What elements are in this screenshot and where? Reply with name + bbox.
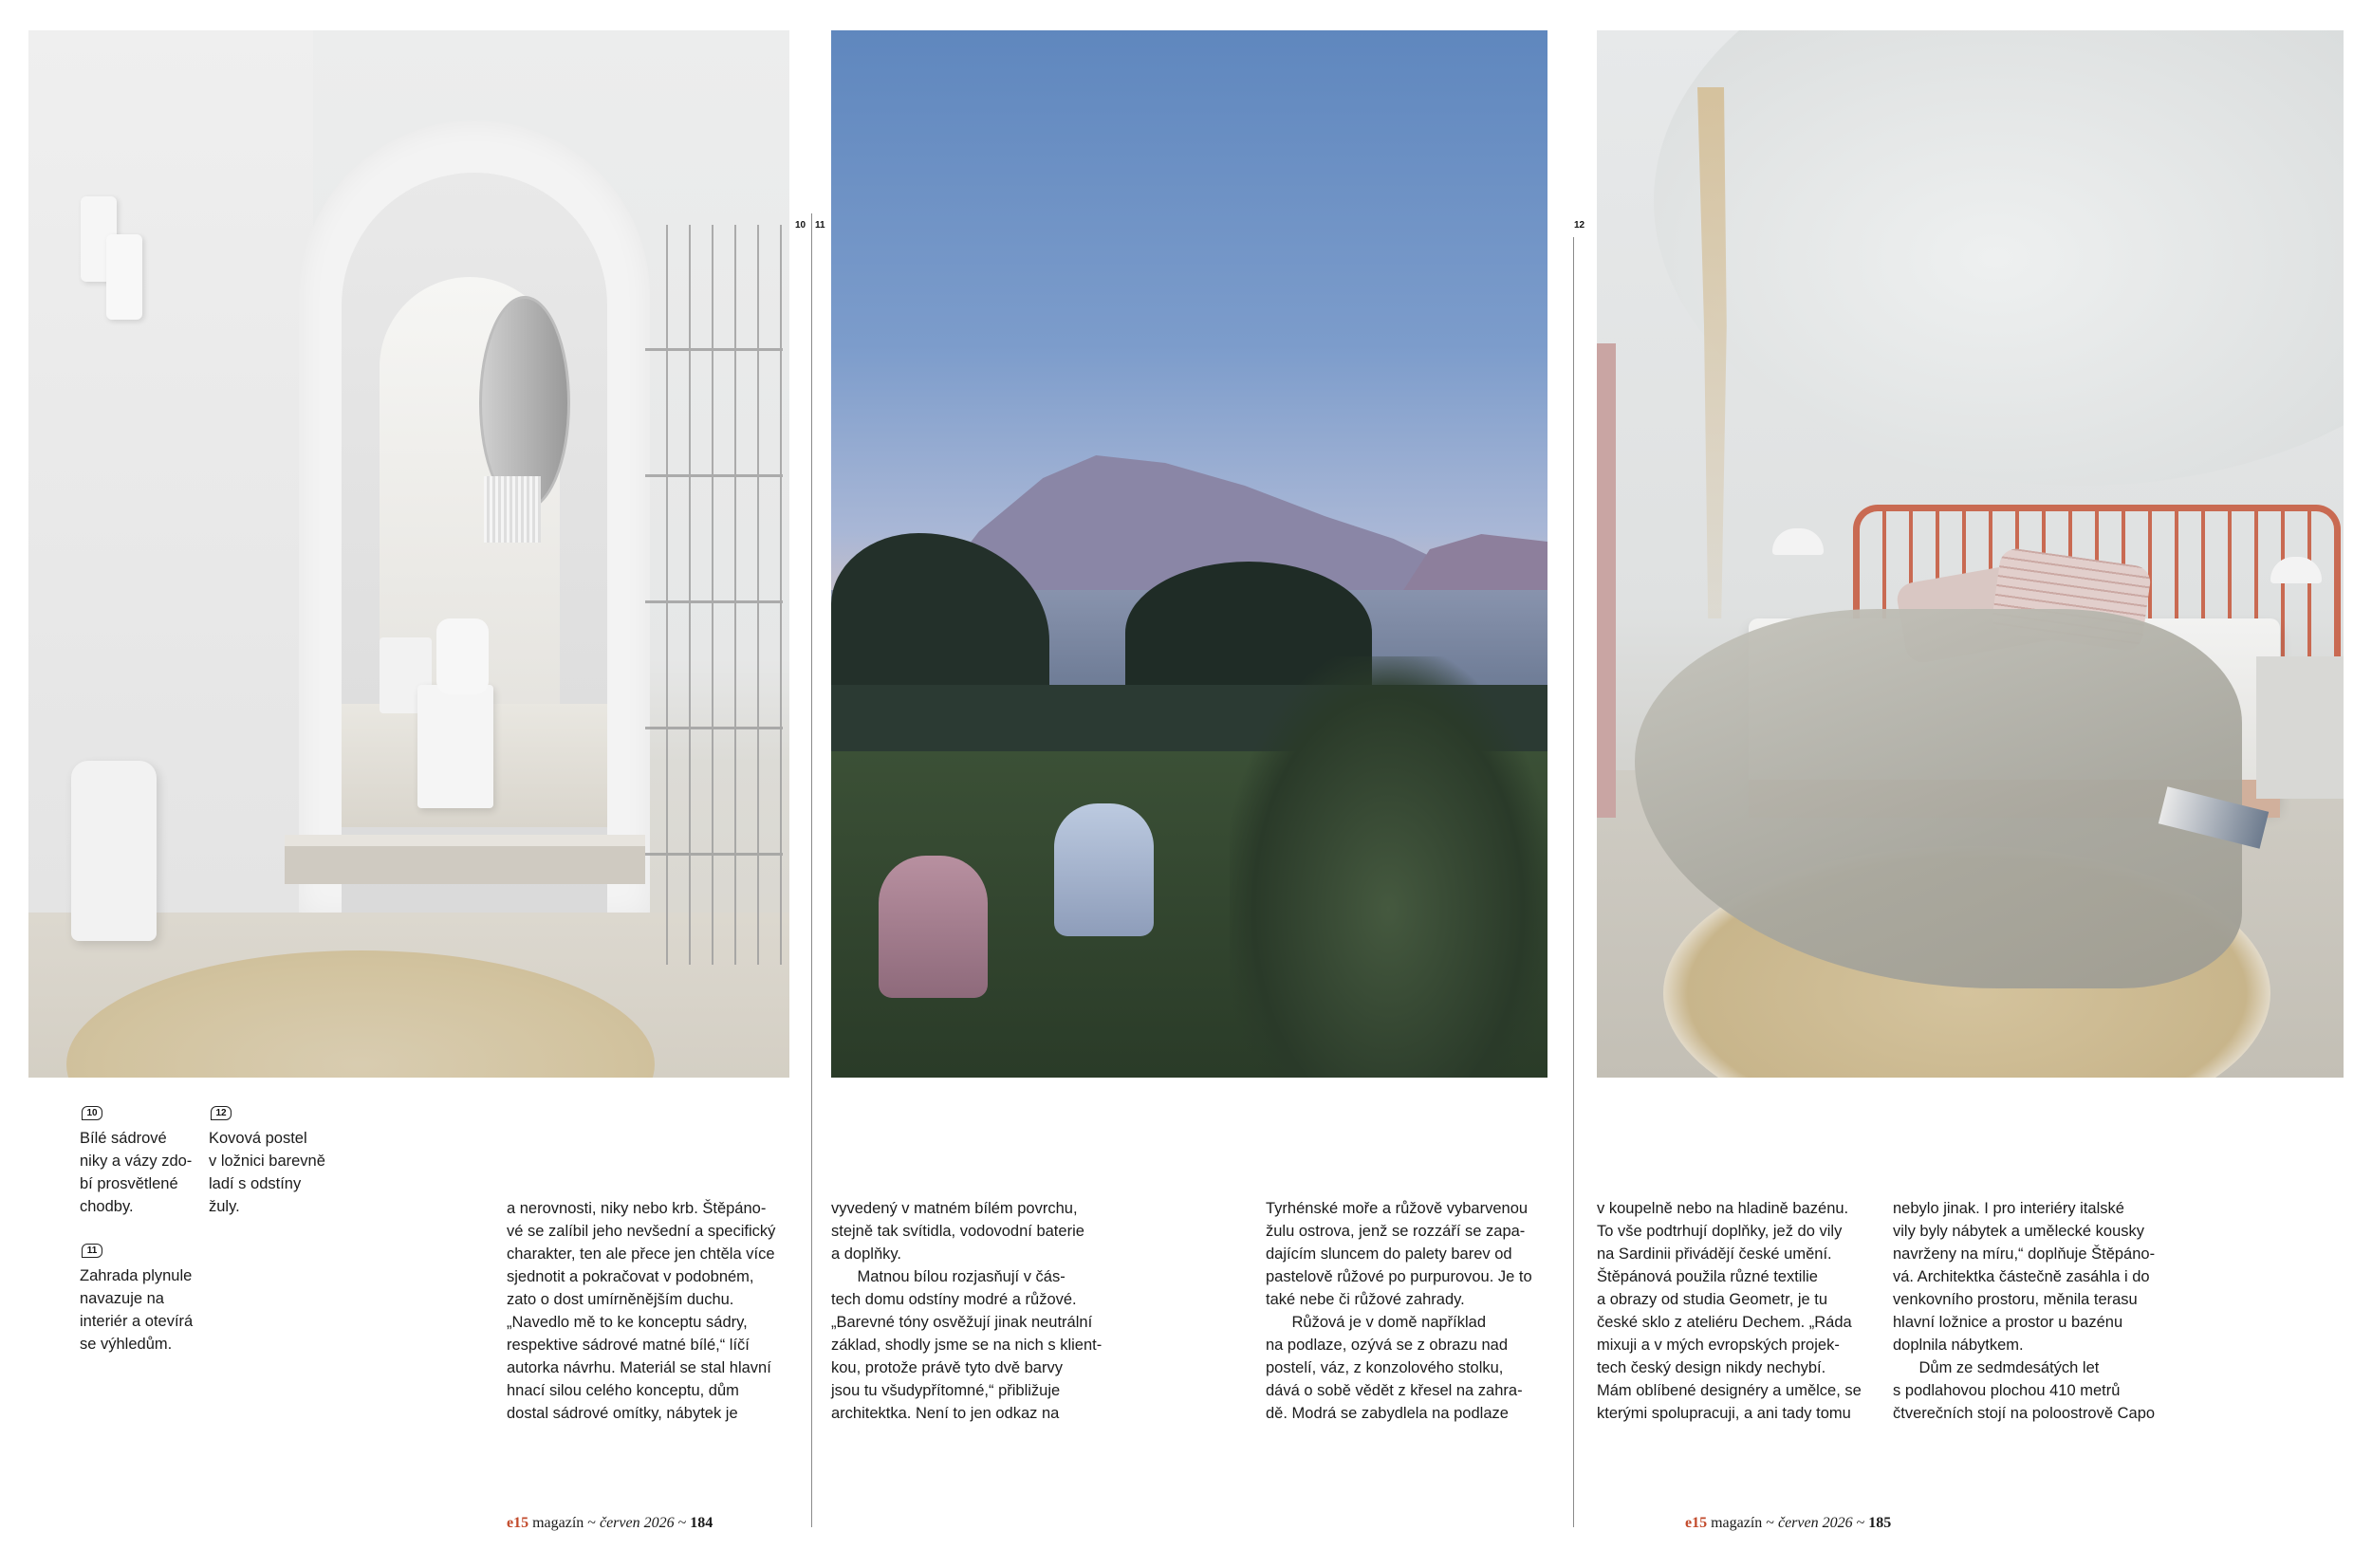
caption-badge-12: 12 <box>211 1106 232 1120</box>
body-column-4 <box>1597 1197 1881 1425</box>
body-line: postelí, váz, z konzolového stolku, <box>1266 1359 1504 1376</box>
plaster-pedestal <box>417 685 493 808</box>
body-line: čtverečních stojí na poloostrově Capo <box>1893 1405 2156 1422</box>
blue-garden-chair <box>1054 803 1154 936</box>
body-line: venkovního prostoru, měnila terasu <box>1893 1291 2138 1308</box>
body-column-2 <box>831 1197 1116 1425</box>
footer-right <box>1685 1515 1891 1532</box>
ornamental-plants <box>1230 656 1547 1078</box>
body-line: Růžová je v domě například <box>1266 1314 1487 1331</box>
metal-grid-shelf <box>645 225 783 965</box>
body-line: také nebe či růžové zahrady. <box>1266 1291 1465 1308</box>
photo-number-10: 10 <box>795 220 806 231</box>
body-line: v koupelně nebo na hladině bazénu. <box>1597 1200 1849 1217</box>
white-plaster-vase <box>71 761 157 941</box>
photo-bedroom <box>1597 30 2344 1078</box>
caption-11: Zahrada plynule navazuje na interiér a otevírá se výhledům. <box>80 1267 194 1353</box>
body-line: zato o dost umírněnějším duchu. <box>507 1291 734 1308</box>
step <box>285 846 645 884</box>
vaulted-ceiling <box>1654 30 2344 486</box>
body-line: vily byly nábytek a umělecké kousky <box>1893 1223 2145 1240</box>
body-line: charakter, ten ale přece jen chtěla více <box>507 1245 775 1263</box>
body-line: jsou tu všudypřítomné,“ přibližuje <box>831 1382 1061 1399</box>
body-line: sjednotit a pokračovat v podobném, <box>507 1268 754 1285</box>
body-line: a nerovnosti, niky nebo krb. Štěpáno- <box>507 1200 767 1217</box>
photo-garden-at-dusk <box>831 30 1547 1078</box>
body-line: žulu ostrova, jenž se rozzáří se zapa- <box>1266 1223 1526 1240</box>
body-line: dostal sádrové omítky, nábytek je <box>507 1405 738 1422</box>
wall-hanging <box>484 476 541 543</box>
body-line: nebylo jinak. I pro interiéry italské <box>1893 1200 2124 1217</box>
body-line: pastelově růžové po purpurovou. Je to <box>1266 1268 1532 1285</box>
pink-garden-chair <box>879 856 988 998</box>
body-line: vyvedený v matném bílém povrchu, <box>831 1200 1078 1217</box>
footer-issue: červen 2026 <box>599 1515 675 1531</box>
body-line: autorka návrhu. Materiál se stal hlavní <box>507 1359 771 1376</box>
body-line: Štěpánová použila různé textilie <box>1597 1268 1818 1285</box>
table-lamp <box>1772 528 1824 555</box>
caption-badge-10: 10 <box>82 1106 102 1120</box>
body-line: navrženy na míru,“ doplňuje Štěpáno- <box>1893 1245 2156 1263</box>
footer-separator: ~ <box>1852 1515 1869 1531</box>
column-rule <box>811 213 812 1527</box>
footer-magazine: magazín ~ <box>528 1515 600 1531</box>
body-line: dajícím sluncem do palety barev od <box>1266 1245 1512 1263</box>
body-line: Dům ze sedmdesátých let <box>1893 1359 2100 1376</box>
nightstand <box>2256 656 2344 799</box>
body-line: architektka. Není to jen odkaz na <box>831 1405 1060 1422</box>
body-line: a obrazy od studia Geometr, je tu <box>1597 1291 1828 1308</box>
body-line: vé se zalíbil jeho nevšední a specifický <box>507 1223 776 1240</box>
body-line: kou, protože právě tyto dvě barvy <box>831 1359 1063 1376</box>
body-column-1 <box>507 1197 791 1425</box>
pink-vase <box>1597 343 1616 818</box>
wall-sconce <box>106 234 142 320</box>
body-line: na podlaze, ozývá se z obrazu nad <box>1266 1337 1509 1354</box>
body-line: To vše podtrhují doplňky, jež do vily <box>1597 1223 1843 1240</box>
page-number: 184 <box>690 1515 713 1531</box>
body-line: s podlahovou plochou 410 metrů <box>1893 1382 2121 1399</box>
body-line: Mám oblíbené designéry a umělce, se <box>1597 1382 1862 1399</box>
body-line: „Navedlo mě to ke konceptu sádry, <box>507 1314 748 1331</box>
footer-brand: e15 <box>507 1515 529 1531</box>
body-line: respektive sádrové matné bílé,“ líčí <box>507 1337 750 1354</box>
body-line: hnací silou celého konceptu, dům <box>507 1382 739 1399</box>
body-line: vá. Architektka částečně zasáhla i do <box>1893 1268 2150 1285</box>
caption-badge-11: 11 <box>82 1244 102 1258</box>
white-plaster-vase <box>436 618 489 694</box>
footer-separator: ~ <box>674 1515 691 1531</box>
body-line: doplnila nábytkem. <box>1893 1337 2024 1354</box>
body-line: kterými spolupracuji, a ani tady tomu <box>1597 1405 1851 1422</box>
body-line: Tyrhénské moře a růžově vybarvenou <box>1266 1200 1529 1217</box>
body-line: Matnou bílou rozjasňují v čás- <box>831 1268 1066 1285</box>
body-line: tech domu odstíny modré a růžové. <box>831 1291 1077 1308</box>
photo-number-11: 11 <box>815 220 825 231</box>
body-line: a doplňky. <box>831 1245 901 1263</box>
caption-12: Kovová postel v ložnici barevně ladí s odstíny žuly. <box>209 1130 325 1215</box>
body-line: hlavní ložnice a prostor u bazénu <box>1893 1314 2123 1331</box>
page-number: 185 <box>1868 1515 1892 1531</box>
body-line: české sklo z ateliéru Dechem. „Ráda <box>1597 1314 1852 1331</box>
body-line: dě. Modrá se zabydlela na podlaze <box>1266 1405 1509 1422</box>
photo-number-12: 12 <box>1574 220 1585 231</box>
body-column-5 <box>1893 1197 2177 1425</box>
body-line: dává o sobě vědět z křesel na zahra- <box>1266 1382 1523 1399</box>
body-column-3 <box>1266 1197 1550 1425</box>
body-line: základ, shodly jsme se na nich s klient- <box>831 1337 1103 1354</box>
footer-left <box>507 1515 713 1532</box>
body-line: mixuji a v mých evropských projek- <box>1597 1337 1840 1354</box>
footer-brand: e15 <box>1685 1515 1708 1531</box>
photo-white-arched-hallway <box>28 30 789 1078</box>
footer-issue: červen 2026 <box>1777 1515 1853 1531</box>
body-line: „Barevné tóny osvěžují jinak neutrální <box>831 1314 1093 1331</box>
body-line: stejně tak svítidla, vodovodní baterie <box>831 1223 1084 1240</box>
body-line: tech český design nikdy nechybí. <box>1597 1359 1826 1376</box>
column-rule <box>1573 237 1574 1527</box>
footer-magazine: magazín ~ <box>1707 1515 1778 1531</box>
caption-10: Bílé sádrové niky a vázy zdo- bí prosvětlené chodby. <box>80 1130 193 1215</box>
body-line: na Sardinii přivádějí české umění. <box>1597 1245 1832 1263</box>
